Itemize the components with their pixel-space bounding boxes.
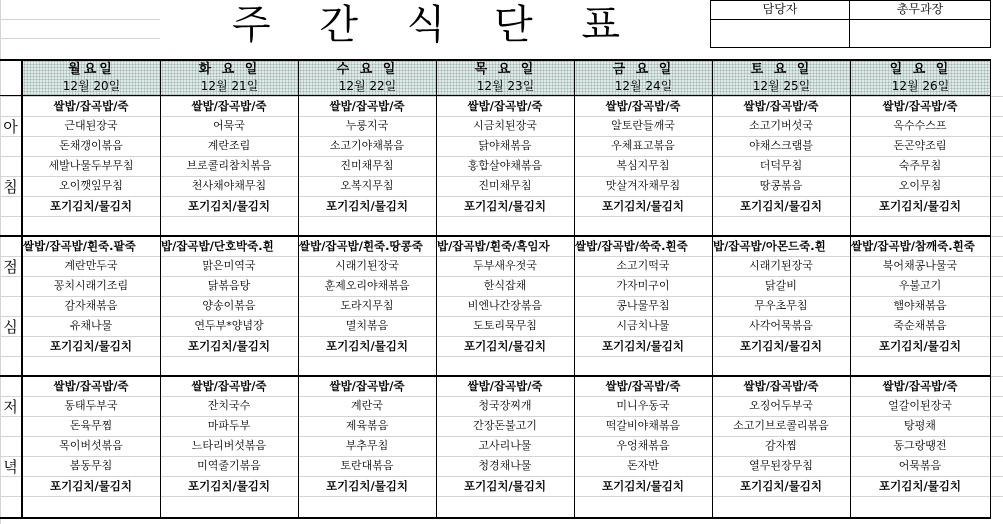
menu-item: 근대된장국 [64, 119, 118, 132]
menu-item: 한식잡채 [483, 279, 527, 292]
menu-kimchi: 포기김치/물김치 [326, 479, 408, 493]
menu-item: 청국장찌개 [478, 399, 532, 412]
menu-kimchi: 포기김치/물김치 [602, 199, 684, 213]
menu-staple: 쌀밥/잡곡밥/흰죽.팥죽 [23, 239, 136, 253]
table-border [0, 95, 991, 96]
menu-item: 도라지무침 [340, 299, 394, 312]
menu-item: 훈제오리야채볶음 [324, 279, 410, 292]
menu-staple: 쌀밥/잡곡밥/죽 [191, 99, 267, 113]
table-border [436, 59, 437, 519]
approval-border [710, 0, 991, 1]
table-border [0, 235, 991, 237]
menu-item: 간장돈불고기 [473, 419, 537, 432]
menu-item: 떡갈비야채볶음 [605, 419, 681, 432]
menu-item: 어묵볶음 [898, 459, 942, 472]
meal-label-char: 심 [3, 318, 18, 336]
day-header [713, 60, 850, 95]
approval-label-director: 총무과장 [896, 2, 944, 16]
menu-kimchi: 포기김치/물김치 [50, 339, 132, 353]
menu-item: 소고기버섯국 [749, 119, 813, 132]
menu-item: 시금치나물 [616, 319, 670, 332]
menu-item: 브로콜리참치볶음 [186, 159, 272, 172]
menu-item: 어묵국 [213, 119, 245, 132]
menu-item: 고사리나물 [478, 439, 532, 452]
menu-item: 야채스크램블 [749, 139, 813, 152]
menu-item: 양송이볶음 [202, 299, 256, 312]
menu-item: 옥수수스프 [893, 119, 947, 132]
menu-item: 느타리버섯볶음 [191, 439, 267, 452]
menu-item: 얼갈이된장국 [888, 399, 952, 412]
menu-kimchi: 포기김치/물김치 [326, 199, 408, 213]
day-name: 화 요 일 [198, 62, 261, 77]
day-date: 12월 22일 [338, 79, 397, 93]
menu-item: 열무된장무침 [749, 459, 813, 472]
menu-item: 잔치국수 [207, 399, 251, 412]
menu-item: 누룽지국 [345, 119, 389, 132]
menu-item: 동태두부국 [64, 399, 118, 412]
menu-item: 돈육무찜 [69, 419, 113, 432]
table-border [298, 59, 299, 519]
menu-item: 돈자반 [627, 459, 659, 472]
meal-label-char: 저 [3, 398, 18, 416]
menu-kimchi: 포기김치/물김치 [602, 339, 684, 353]
menu-item: 멸치볶음 [345, 319, 389, 332]
menu-item: 탕평채 [904, 419, 936, 432]
menu-item: 봄동무침 [69, 459, 113, 472]
menu-item: 도토리묵무침 [473, 319, 537, 332]
menu-item: 복심지무침 [616, 159, 670, 172]
menu-item: 맑은미역국 [202, 259, 256, 272]
menu-item: 연두부*양념장 [194, 319, 264, 332]
menu-staple: 밥/잡곡밥/아몬드죽.흰 [713, 239, 826, 253]
menu-staple: 쌀밥/잡곡밥/죽 [53, 99, 129, 113]
table-border [0, 517, 991, 519]
day-header [161, 60, 298, 95]
menu-item: 소고기야채볶음 [329, 139, 405, 152]
approval-label-manager: 담당자 [762, 2, 798, 16]
menu-item: 천사채야채무침 [191, 179, 267, 192]
menu-staple: 밥/잡곡밥/단호박죽.흰 [161, 239, 274, 253]
menu-item: 가자미구이 [616, 279, 670, 292]
menu-item: 계란만두국 [64, 259, 118, 272]
menu-item: 오이무침 [898, 179, 942, 192]
menu-item: 동그랑땡전 [893, 439, 947, 452]
table-border [990, 59, 991, 519]
day-name: 수 요 일 [336, 62, 399, 77]
menu-item: 닭갈비 [765, 279, 797, 292]
menu-item: 진미채무침 [340, 159, 394, 172]
approval-border [990, 0, 991, 48]
day-header [299, 60, 436, 95]
menu-item: 꽁치시래기조림 [53, 279, 129, 292]
menu-item: 감자채볶음 [64, 299, 118, 312]
menu-item: 북어채콩나물국 [882, 259, 958, 272]
menu-staple: 쌀밥/잡곡밥/참깨죽.흰죽 [851, 239, 975, 253]
menu-staple: 쌀밥/잡곡밥/죽 [329, 99, 405, 113]
menu-item: 미역줄기볶음 [197, 459, 261, 472]
menu-item: 사각어묵볶음 [749, 319, 813, 332]
menu-item: 계란조림 [207, 139, 251, 152]
table-border [850, 59, 851, 519]
menu-item: 땅콩볶음 [759, 179, 803, 192]
table-border [574, 59, 575, 519]
menu-item: 소고기브로콜리볶음 [733, 419, 829, 432]
table-border [0, 375, 991, 377]
day-name: 목 요 일 [474, 62, 537, 77]
day-name: 일 요 일 [889, 62, 952, 77]
menu-kimchi: 포기김치/물김치 [188, 199, 270, 213]
table-border [712, 59, 713, 519]
menu-item: 목이버섯볶음 [59, 439, 123, 452]
meal-label-char: 아 [3, 118, 18, 136]
menu-kimchi: 포기김치/물김치 [602, 479, 684, 493]
menu-kimchi: 포기김치/물김치 [740, 339, 822, 353]
grid-line [0, 356, 1003, 357]
menu-item: 시금치된장국 [473, 119, 537, 132]
menu-staple: 밥/잡곡밥/흰죽/흑임자 [437, 239, 550, 253]
menu-staple: 쌀밥/잡곡밥/죽 [191, 379, 267, 393]
menu-item: 돈채갱이볶음 [59, 139, 123, 152]
menu-item: 두부새우젓국 [473, 259, 537, 272]
day-date: 12월 24일 [614, 79, 673, 93]
day-header [851, 60, 990, 95]
menu-item: 오징어두부국 [749, 399, 813, 412]
menu-item: 소고기떡국 [616, 259, 670, 272]
menu-kimchi: 포기김치/물김치 [50, 199, 132, 213]
menu-kimchi: 포기김치/물김치 [50, 479, 132, 493]
table-border [160, 59, 161, 519]
approval-border [710, 0, 711, 48]
menu-item: 유채나물 [69, 319, 113, 332]
approval-border [710, 47, 991, 48]
menu-item: 우체표고볶음 [611, 139, 675, 152]
menu-item: 더덕무침 [759, 159, 803, 172]
menu-kimchi: 포기김치/물김치 [879, 479, 961, 493]
menu-item: 부추무침 [345, 439, 389, 452]
menu-item: 계란국 [351, 399, 383, 412]
menu-item: 우불고기 [898, 279, 942, 292]
grid-line [0, 38, 160, 39]
meal-label-char: 침 [3, 178, 18, 196]
menu-kimchi: 포기김치/물김치 [188, 479, 270, 493]
menu-item: 감자찜 [765, 439, 797, 452]
meal-label-char: 점 [3, 258, 18, 276]
menu-item: 닭볶음탕 [207, 279, 251, 292]
menu-item: 시래기된장국 [749, 259, 813, 272]
menu-staple: 쌀밥/잡곡밥/죽 [467, 99, 543, 113]
day-header [23, 60, 160, 95]
menu-item: 마파두부 [207, 419, 251, 432]
day-name: 월요일 [68, 62, 115, 77]
menu-item: 우엉채볶음 [616, 439, 670, 452]
grid-line [0, 216, 1003, 217]
menu-item: 오복지무침 [340, 179, 394, 192]
approval-border [710, 19, 991, 20]
menu-kimchi: 포기김치/물김치 [740, 479, 822, 493]
day-date: 12월 25일 [752, 79, 811, 93]
menu-kimchi: 포기김치/물김치 [464, 479, 546, 493]
menu-item: 돈곤약조림 [893, 139, 947, 152]
menu-item: 세발나물두부무침 [48, 159, 134, 172]
menu-staple: 쌀밥/잡곡밥/죽 [743, 99, 819, 113]
menu-item: 청경채나물 [478, 459, 532, 472]
table-border [22, 59, 23, 519]
menu-staple: 쌀밥/잡곡밥/죽 [329, 379, 405, 393]
menu-item: 진미채무침 [478, 179, 532, 192]
day-name: 토 요 일 [750, 62, 813, 77]
menu-item: 오이깻잎무침 [59, 179, 123, 192]
menu-kimchi: 포기김치/물김치 [326, 339, 408, 353]
menu-staple: 쌀밥/잡곡밥/죽 [882, 379, 958, 393]
menu-item: 비엔나간장볶음 [467, 299, 543, 312]
menu-staple: 쌀밥/잡곡밥/죽 [605, 99, 681, 113]
menu-staple: 쌀밥/잡곡밥/흰죽.땅콩죽 [299, 239, 423, 253]
menu-item: 콩나물무침 [616, 299, 670, 312]
table-border [0, 59, 991, 61]
menu-staple: 쌀밥/잡곡밥/죽 [467, 379, 543, 393]
menu-kimchi: 포기김치/물김치 [464, 339, 546, 353]
menu-staple: 쌀밥/잡곡밥/죽 [605, 379, 681, 393]
menu-staple: 쌀밥/잡곡밥/죽 [53, 379, 129, 393]
menu-kimchi: 포기김치/물김치 [740, 199, 822, 213]
page-title: 주 간 식 단 표 [231, 2, 639, 48]
menu-staple: 쌀밥/잡곡밥/쑥죽.흰죽 [575, 239, 688, 253]
menu-item: 홍합살야채볶음 [467, 159, 543, 172]
menu-item: 숙주무침 [898, 159, 942, 172]
approval-border [849, 0, 850, 48]
menu-item: 닭야채볶음 [478, 139, 532, 152]
menu-staple: 쌀밥/잡곡밥/죽 [743, 379, 819, 393]
menu-item: 맛살겨자채무침 [605, 179, 681, 192]
menu-item: 미니우동국 [616, 399, 670, 412]
menu-kimchi: 포기김치/물김치 [879, 199, 961, 213]
menu-staple: 쌀밥/잡곡밥/죽 [882, 99, 958, 113]
menu-item: 제육볶음 [345, 419, 389, 432]
day-header [575, 60, 712, 95]
menu-item: 시래기된장국 [335, 259, 399, 272]
grid-line [0, 496, 1003, 497]
menu-item: 알토란들깨국 [611, 119, 675, 132]
menu-item: 햄야채볶음 [893, 299, 947, 312]
grid-line [0, 19, 160, 20]
day-date: 12월 21일 [200, 79, 259, 93]
day-date: 12월 26일 [891, 79, 950, 93]
menu-kimchi: 포기김치/물김치 [188, 339, 270, 353]
menu-kimchi: 포기김치/물김치 [464, 199, 546, 213]
meal-label-char: 녁 [3, 458, 18, 476]
menu-item: 무우초무침 [754, 299, 808, 312]
day-name: 금 요 일 [612, 62, 675, 77]
day-date: 12월 20일 [62, 79, 121, 93]
day-date: 12월 23일 [476, 79, 535, 93]
menu-kimchi: 포기김치/물김치 [879, 339, 961, 353]
menu-item: 죽순채볶음 [893, 319, 947, 332]
day-header [437, 60, 574, 95]
menu-item: 토란대볶음 [340, 459, 394, 472]
